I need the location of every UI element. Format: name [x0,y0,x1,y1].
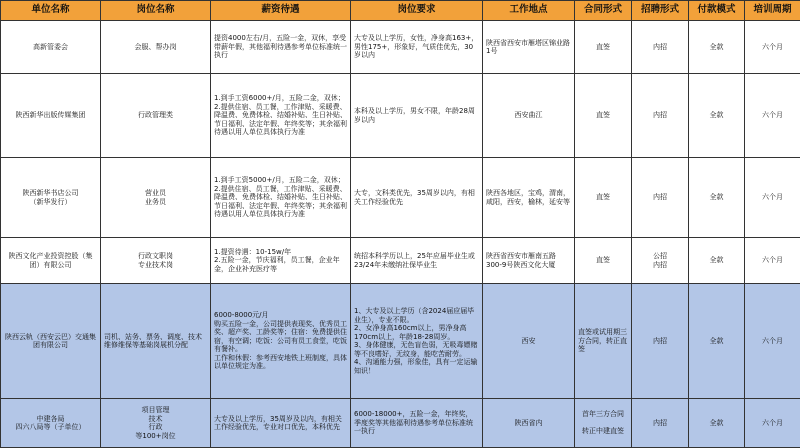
table-row [1,158,800,238]
recruit-cell: 内招 [632,74,689,158]
location-cell: 西安 [483,284,575,399]
salary-cell: 提资4000左右/月，五险一金，双休，享受带薪年假，其他福利待遇参考单位标准统一执行 [211,21,351,74]
position-cell: 项目管理 技术 行政 等100+岗位 [101,399,211,448]
salary-cell: 1.到手工资6000+/月，五险二金，双休； 2.提供住宿、员工餐，工作津贴、采暖费、降温费、免费体检、结婚补贴、生日补贴、节日福利、法定年假、年终奖等；其余福利待遇以用人单位具体执行为准 [211,74,351,158]
location-cell: 西安曲江 [483,74,575,158]
location-cell: 陕西省内 [483,399,575,448]
position-cell: 会服、帮办岗 [101,21,211,74]
requirement-cell: 1、大专及以上学历（含2024届应届毕业生），专业不限。 2、女净身高160cm以上，男净身高170cm以上，年龄18-28周岁。 3、身体健康，无色盲色弱，无吸毒嫖赌等不良嗜好，无纹身，能吃苦耐劳。 4、沟通能力强，形象佳，具有一定运输知识！ [351,284,483,399]
requirement-cell: 本科及以上学历，男女不限，年龄28周岁以内 [351,74,483,158]
position-cell: 司机、站务、票务、调度、技术维修维保等基础岗展机分配 [101,284,211,399]
recruit-cell: 内招 [632,284,689,399]
company-cell: 陕西新华出版传媒集团 [1,74,101,158]
payment-cell: 全款 [689,158,745,238]
training-cell: 六个月 [745,74,800,158]
company-cell: 中建各局 四六八局等（子单位） [1,399,101,448]
company-cell: 陕西新华书店公司 （新华发行） [1,158,101,238]
requirement-cell: 6000-18000+，五险一金，年终奖，季度奖等其他福利待遇参考单位标准统一执行 [351,399,483,448]
recruit-cell: 内招 [632,158,689,238]
header-salary: 薪资待遇 [211,1,351,21]
company-cell: 陕西云轨（西安云巴）交通集团有限公司 [1,284,101,399]
header-row [1,1,800,21]
requirement-cell: 统招本科学历以上，25年应届毕业生或23/24年未缴纳社保毕业生 [351,238,483,284]
table-row [1,238,800,284]
table-row [1,21,800,74]
table-row [1,284,800,399]
position-cell: 营业员 业务员 [101,158,211,238]
contract-cell: 直签 [575,158,632,238]
payment-cell: 全款 [689,238,745,284]
contract-cell: 直签或试用期三方合同，转正直签 [575,284,632,399]
header-company: 单位名称 [1,1,101,21]
contract-cell: 直签 [575,21,632,74]
salary-cell: 大专及以上学历，35周岁及以内，有相关工作经验优先，专业对口优先，本科优先 [211,399,351,448]
table-row [1,399,800,448]
company-cell: 高新管委会 [1,21,101,74]
header-contract: 合同形式 [575,1,632,21]
contract-cell: 首年三方合同 转正中建直签 [575,399,632,448]
payment-cell: 全款 [689,21,745,74]
location-cell: 陕西各地区，宝鸡，渭南，咸阳，西安，榆林，延安等 [483,158,575,238]
header-position: 岗位名称 [101,1,211,21]
recruit-cell: 内招 [632,399,689,448]
training-cell: 六个月 [745,158,800,238]
position-cell: 行政管理类 [101,74,211,158]
header-requirement: 岗位要求 [351,1,483,21]
training-cell: 六个月 [745,21,800,74]
position-cell: 行政文职岗 专业技术岗 [101,238,211,284]
table-row [1,74,800,158]
training-cell: 六个月 [745,399,800,448]
header-training: 培训周期 [745,1,800,21]
location-cell: 陕西省西安市雁塔区锦业路1号 [483,21,575,74]
contract-cell: 直签 [575,238,632,284]
training-cell: 六个月 [745,284,800,399]
requirement-cell: 大专，文科类优先，35周岁以内，有相关工作经验优先 [351,158,483,238]
header-location: 工作地点 [483,1,575,21]
salary-cell: 1.到手工资5000+/月，五险二金，双休； 2.提供住宿、员工餐，工作津贴、采暖费、降温费、免费体检、结婚补贴、生日补贴、节日福利、法定年假、年终奖等；其余福利待遇以用人单位具体执行为准 [211,158,351,238]
payment-cell: 全款 [689,74,745,158]
salary-cell: 6000-8000元/月 购买五险一金，公司提供表现奖、优秀员工奖、超产奖、工龄奖等；住宿：免费提供住宿，有空调；吃饭：公司有员工食堂，吃饭有餐补。 工作和休假：参考西安地铁上班制度，具体以单位规定为准。 [211,284,351,399]
payment-cell: 全款 [689,284,745,399]
recruit-cell: 公招 内招 [632,238,689,284]
recruit-cell: 内招 [632,21,689,74]
location-cell: 陕西省西安市雁南五路300-9号陕西文化大厦 [483,238,575,284]
contract-cell: 直签 [575,74,632,158]
requirement-cell: 大专及以上学历，女性，净身高163+，男性175+，形象好，气质佳优先，30岁以内 [351,21,483,74]
header-payment: 付款模式 [689,1,745,21]
payment-cell: 全款 [689,399,745,448]
header-recruit: 招聘形式 [632,1,689,21]
salary-cell: 1.提资待遇：10-15w/年 2.五险一金，节庆福利，员工餐，企业年金，企业补充医疗等 [211,238,351,284]
company-cell: 陕西文化产业投资控股（集团）有限公司 [1,238,101,284]
training-cell: 六个月 [745,238,800,284]
